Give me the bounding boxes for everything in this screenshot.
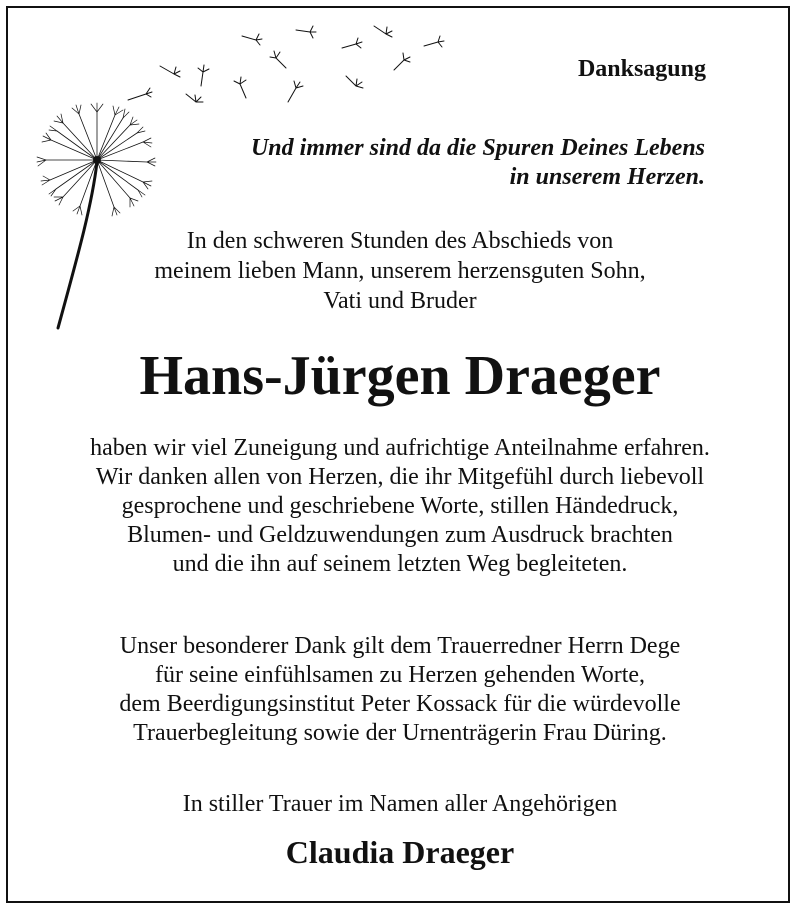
signer-name: Claudia Draeger (285, 834, 515, 870)
motto-line: in unserem Herzen. (509, 164, 705, 190)
intro-line: In den schweren Stunden des Abschieds von (186, 228, 614, 254)
thanks-line: haben wir viel Zuneigung und aufrichtige Anteilnahme erfahren. (90, 435, 710, 461)
motto-line: Und immer sind da die Spuren Deines Lebens (250, 135, 705, 161)
special-thanks-line: Trauerbegleitung sowie der Urnenträgerin Frau Düring. (133, 720, 667, 746)
intro-paragraph (60, 226, 740, 316)
thanks-line: und die ihn auf seinem letzten Weg begleiteten. (172, 551, 628, 577)
motto-quote (150, 134, 705, 192)
special-thanks-line: dem Beerdigungsinstitut Peter Kossack für die würdevolle (119, 691, 681, 717)
intro-line: meinem lieben Mann, unserem herzensguten Sohn, (154, 258, 646, 284)
special-thanks-line: Unser besonderer Dank gilt dem Trauerredner Herrn Dege (119, 633, 681, 659)
intro-line: Vati und Bruder (323, 288, 477, 314)
thanks-line: Blumen- und Geldzuwendungen zum Ausdruck brachten (127, 522, 673, 548)
special-thanks-line: für seine einfühlsamen zu Herzen gehenden Worte, (154, 662, 646, 688)
special-thanks-paragraph (10, 632, 790, 748)
thanks-paragraph (10, 434, 790, 579)
closing-line: In stiller Trauer im Namen aller Angehörigen (182, 791, 618, 817)
thanks-line: gesprochene und geschriebene Worte, stillen Händedruck, (121, 493, 679, 519)
deceased-name: Hans-Jürgen Draeger (139, 345, 661, 407)
notice-heading: Danksagung (577, 56, 706, 82)
thanks-line: Wir danken allen von Herzen, die ihr Mitgefühl durch liebevoll (95, 464, 705, 490)
